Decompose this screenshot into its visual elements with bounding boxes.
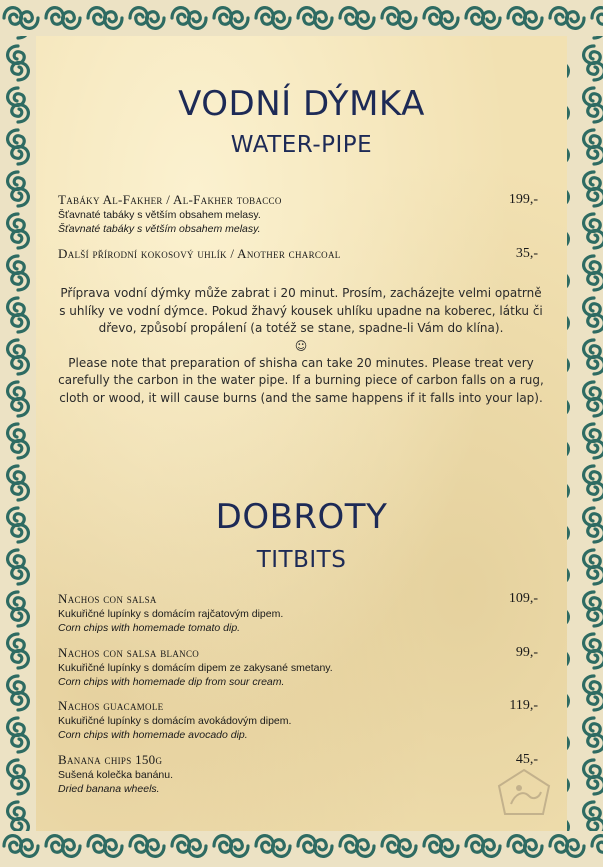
section-title-titbits: DOBROTY <box>215 497 388 537</box>
item-description: Šťavnaté tabáky s větším obsahem melasy. <box>58 209 261 221</box>
item-name: Další přírodní kokosový uhlík / Another charcoal <box>58 246 341 261</box>
item-price: 199,- <box>508 192 538 207</box>
menu-item <box>58 645 538 689</box>
section-title-water-pipe: VODNÍ DÝMKA <box>178 84 425 124</box>
menu-item <box>58 192 538 236</box>
smiley-icon: ☺ <box>294 338 308 353</box>
item-description-en: Corn chips with homemade dip from sour cream. <box>58 676 285 688</box>
item-description-en: Corn chips with homemade tomato dip. <box>58 622 241 634</box>
note-czech: Příprava vodní dýmky může zabrat i 20 minut. Prosím, zacházejte velmi opatrně s uhlíky ve vodní dýmce. Pokud žhavý kousek uhlíku upadne na koberec, látku či dřevo, způsobí propálení (a totéž se stane, spadne-li Vám do klína). <box>59 286 543 335</box>
item-price: 45,- <box>515 752 538 767</box>
note-english: Please note that preparation of shisha can take 20 minutes. Please treat very carefully the carbon in the water pipe. If a burning piece of carbon falls on a rug, cloth or wood, it will cause burns (and the same happens if it falls into your lap). <box>58 355 544 405</box>
item-description-en: Corn chips with homemade avocado dip. <box>58 729 248 741</box>
menu-item <box>58 698 538 742</box>
item-description-en: Dried banana wheels. <box>58 783 160 795</box>
note-paragraph <box>58 285 544 407</box>
item-name: Nachos con salsa blanco <box>58 645 200 660</box>
item-description: Kukuřičné lupínky s domácím rajčatovým dipem. <box>58 608 284 620</box>
item-price: 35,- <box>515 246 538 261</box>
item-description: Sušená kolečka banánu. <box>58 769 174 781</box>
menu-item <box>58 246 538 262</box>
item-name: Tabáky Al-Fakher / Al-Fakher tobacco <box>58 192 282 207</box>
menu-item <box>58 752 538 796</box>
item-name: Nachos guacamole <box>58 698 164 713</box>
item-name: Nachos con salsa <box>58 591 157 606</box>
section-subtitle-water-pipe: WATER-PIPE <box>230 132 373 158</box>
item-description-en: Šťavnaté tabáky s větším obsahem melasy. <box>58 223 261 235</box>
section-subtitle-titbits: TITBITS <box>256 547 347 573</box>
menu-item <box>58 591 538 635</box>
watermark-stamp-icon <box>497 768 552 818</box>
item-description: Kukuřičné lupínky s domácím dipem ze zakysané smetany. <box>58 662 333 674</box>
item-price: 109,- <box>508 591 538 606</box>
item-name: Banana chips 150g <box>58 752 163 767</box>
item-description: Kukuřičné lupínky s domácím avokádovým dipem. <box>58 715 292 727</box>
item-price: 119,- <box>509 698 538 713</box>
item-price: 99,- <box>515 645 538 660</box>
